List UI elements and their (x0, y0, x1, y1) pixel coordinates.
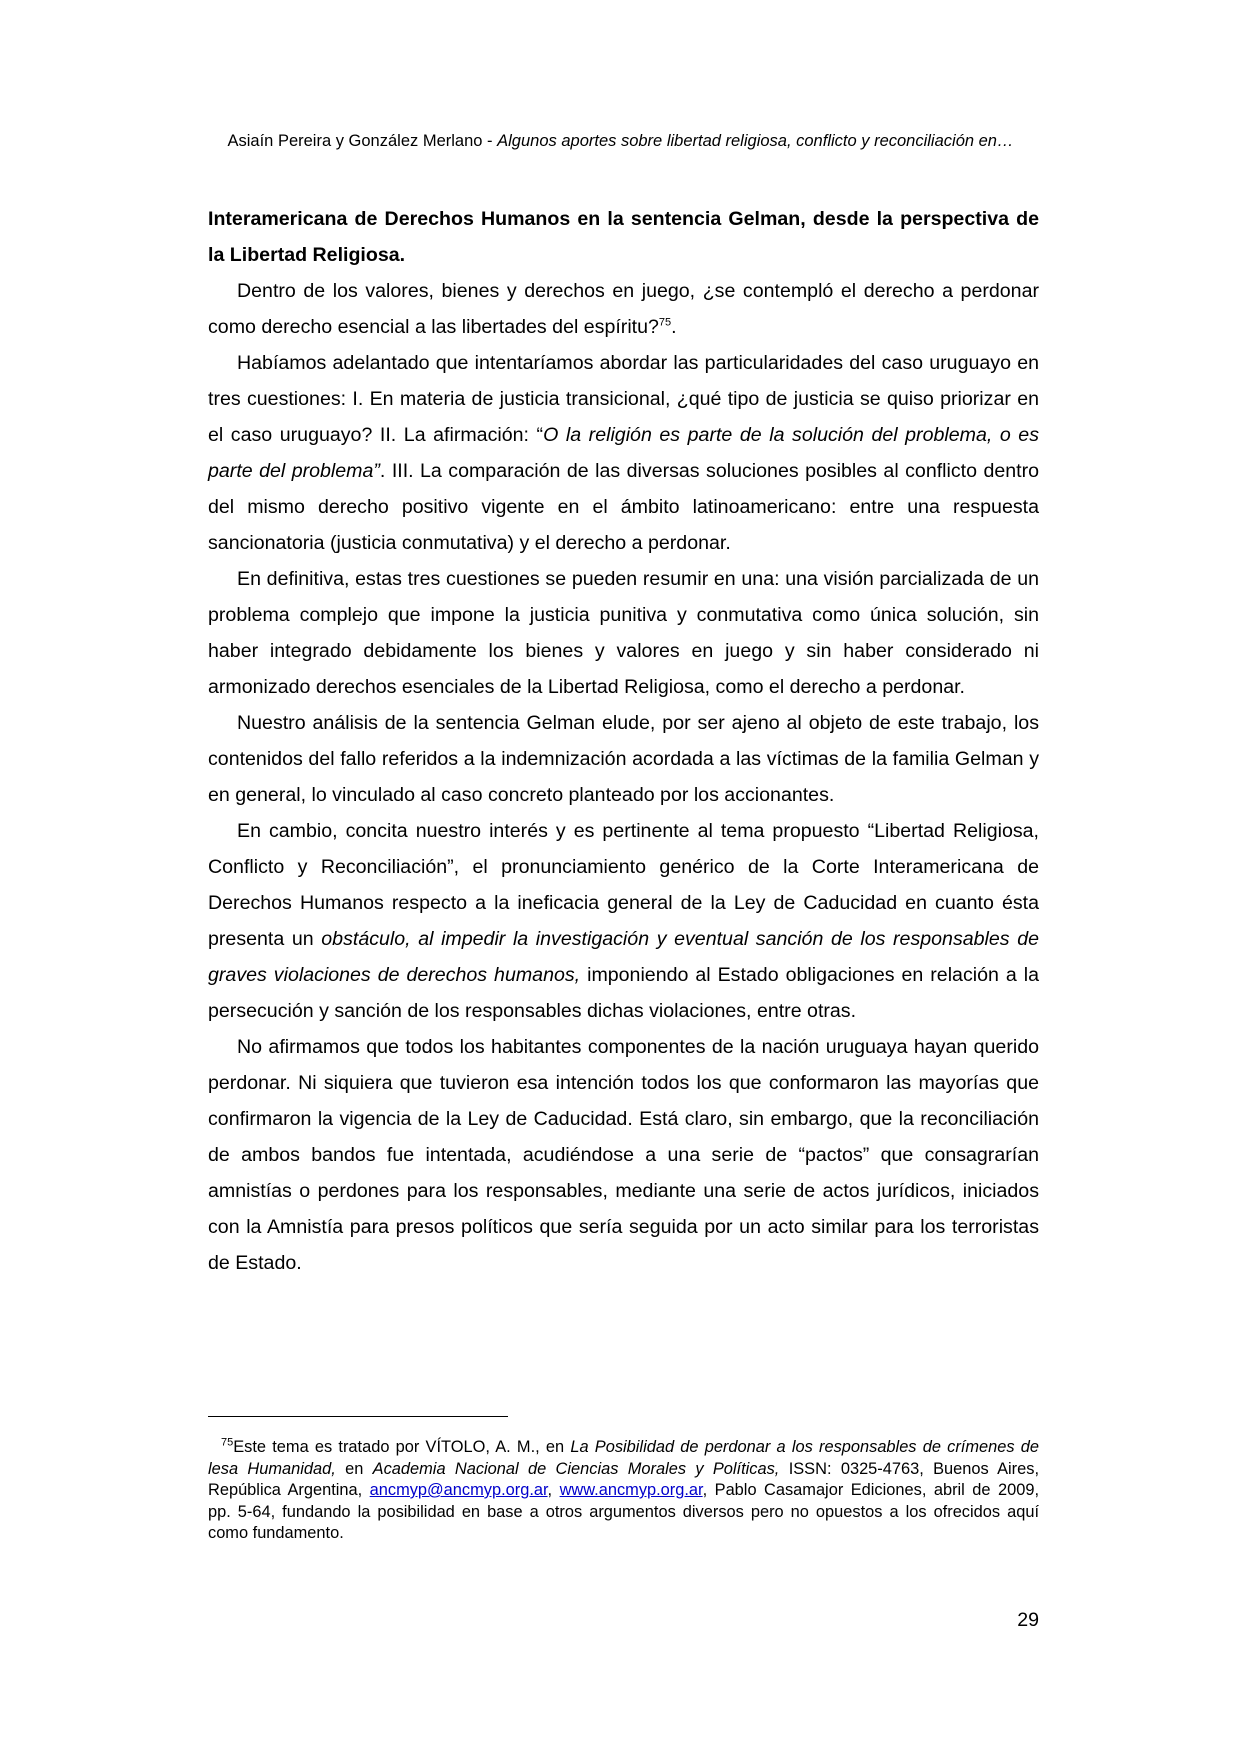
heading-continuation: Interamericana de Derechos Humanos en la sentencia Gelman, desde la perspectiva de la Libertad Religiosa. (208, 208, 1039, 266)
paragraph-1 (208, 273, 1039, 345)
paragraph-2-text-a: Habíamos adelantado que intentaríamos abordar las particularidades del caso uruguayo en tres cuestiones: I. En materia de justicia transicional, ¿qué tipo de justicia se quiso priorizar en el caso uruguayo? II. La afirmación: “ (208, 352, 1039, 446)
footnote-mark: 75 (221, 1436, 234, 1449)
paragraph-1-end: . (671, 316, 677, 338)
email-link[interactable]: ancmyp@ancmyp.org.ar (369, 1481, 548, 1499)
footnote-text-b: en (335, 1459, 373, 1478)
footnote-text-d: , (547, 1481, 560, 1499)
paragraph-6: No afirmamos que todos los habitantes componentes de la nación uruguaya hayan querido perdonar. Ni siquiera que tuvieron esa intención todos los que conformaron las mayorías que confirmaron la vigencia de la Ley de Caducidad. Está claro, sin embargo, que la reconciliación de ambos bandos fue intentada, acudiéndose a una serie de “pactos” que consagrarían amnistías o perdones para los responsables, mediante una serie de actos jurídicos, iniciados con la Amnistía para presos políticos que sería seguida por un acto similar para los terroristas de Estado. (208, 1036, 1039, 1274)
footnote-publisher: Academia Nacional de Ciencias Morales y Políticas, (372, 1459, 780, 1478)
page-number: 29 (1017, 1609, 1039, 1631)
paragraph-5-text-a: En cambio, concita nuestro interés y es pertinente al tema propuesto “Libertad Religiosa, Conflicto y Reconciliación”, el pronunciamiento genérico de la Corte Interamericana de Derechos Humanos respecto a la ineficacia general de la Ley de Caducidad en cuanto ésta presenta un (208, 820, 1039, 950)
header-title: Algunos aportes sobre libertad religiosa, conflicto y reconciliación en… (497, 132, 1014, 150)
footnote-book-title: La Posibilidad de perdonar a los responsables de crímenes de lesa Humanidad, (208, 1438, 1039, 1478)
paragraph-2-text-b: . III. La comparación de las diversas soluciones posibles al conflicto dentro del mismo derecho positivo vigente en el ámbito latinoamericano: entre una respuesta sancionatoria (justicia conmutativa) y el derecho a perdonar. (208, 460, 1040, 554)
paragraph-1-text: Dentro de los valores, bienes y derechos en juego, ¿se contempló el derecho a perdonar como derecho esencial a las libertades del espíritu? (208, 280, 1039, 338)
website-link[interactable]: www.ancmyp.org.ar (559, 1481, 703, 1499)
footnote-75 (208, 1437, 1039, 1545)
paragraph-5 (208, 813, 1039, 1029)
footnote-reference[interactable]: 75 (658, 316, 672, 329)
footnote-text-e: , Pablo Casamajor Ediciones, abril de 2009, pp. 5-64, fundando la posibilidad en base a otros argumentos diversos pero no opuestos a los ofrecidos aquí como fundamento. (208, 1481, 1039, 1542)
paragraph-2-quote: O la religión es parte de la solución del problema, o es parte del problema” (208, 424, 1039, 482)
paragraph-3: En definitiva, estas tres cuestiones se pueden resumir en una: una visión parcializada de un problema complejo que impone la justicia punitiva y conmutativa como única solución, sin haber integrado debidamente los bienes y valores en juego y sin haber considerado ni armonizado derechos esenciales de la Libertad Religiosa, como el derecho a perdonar. (208, 568, 1039, 698)
paragraph-5-text-b: imponiendo al Estado obligaciones en relación a la persecución y sanción de los responsables dichas violaciones, entre otras. (208, 964, 1039, 1022)
running-header (0, 130, 1241, 152)
footnote-text-a: Este tema es tratado por VÍTOLO, A. M., en (233, 1438, 571, 1456)
paragraph-5-italic: obstáculo, al impedir la investigación y eventual sanción de los responsables de graves violaciones de derechos humanos, (208, 928, 1039, 986)
footnote-text-c: ISSN: 0325-4763, Buenos Aires, República Argentina, (208, 1459, 1040, 1499)
header-authors: Asiaín Pereira y González Merlano - (227, 132, 498, 150)
paragraph-4: Nuestro análisis de la sentencia Gelman elude, por ser ajeno al objeto de este trabajo, los contenidos del fallo referidos a la indemnización acordada a las víctimas de la familia Gelman y en general, lo vinculado al caso concreto planteado por los accionantes. (208, 712, 1039, 806)
main-text (208, 201, 1039, 1281)
paragraph-2 (208, 345, 1039, 561)
footnote-separator (208, 1416, 508, 1417)
footnote (208, 1437, 1039, 1545)
